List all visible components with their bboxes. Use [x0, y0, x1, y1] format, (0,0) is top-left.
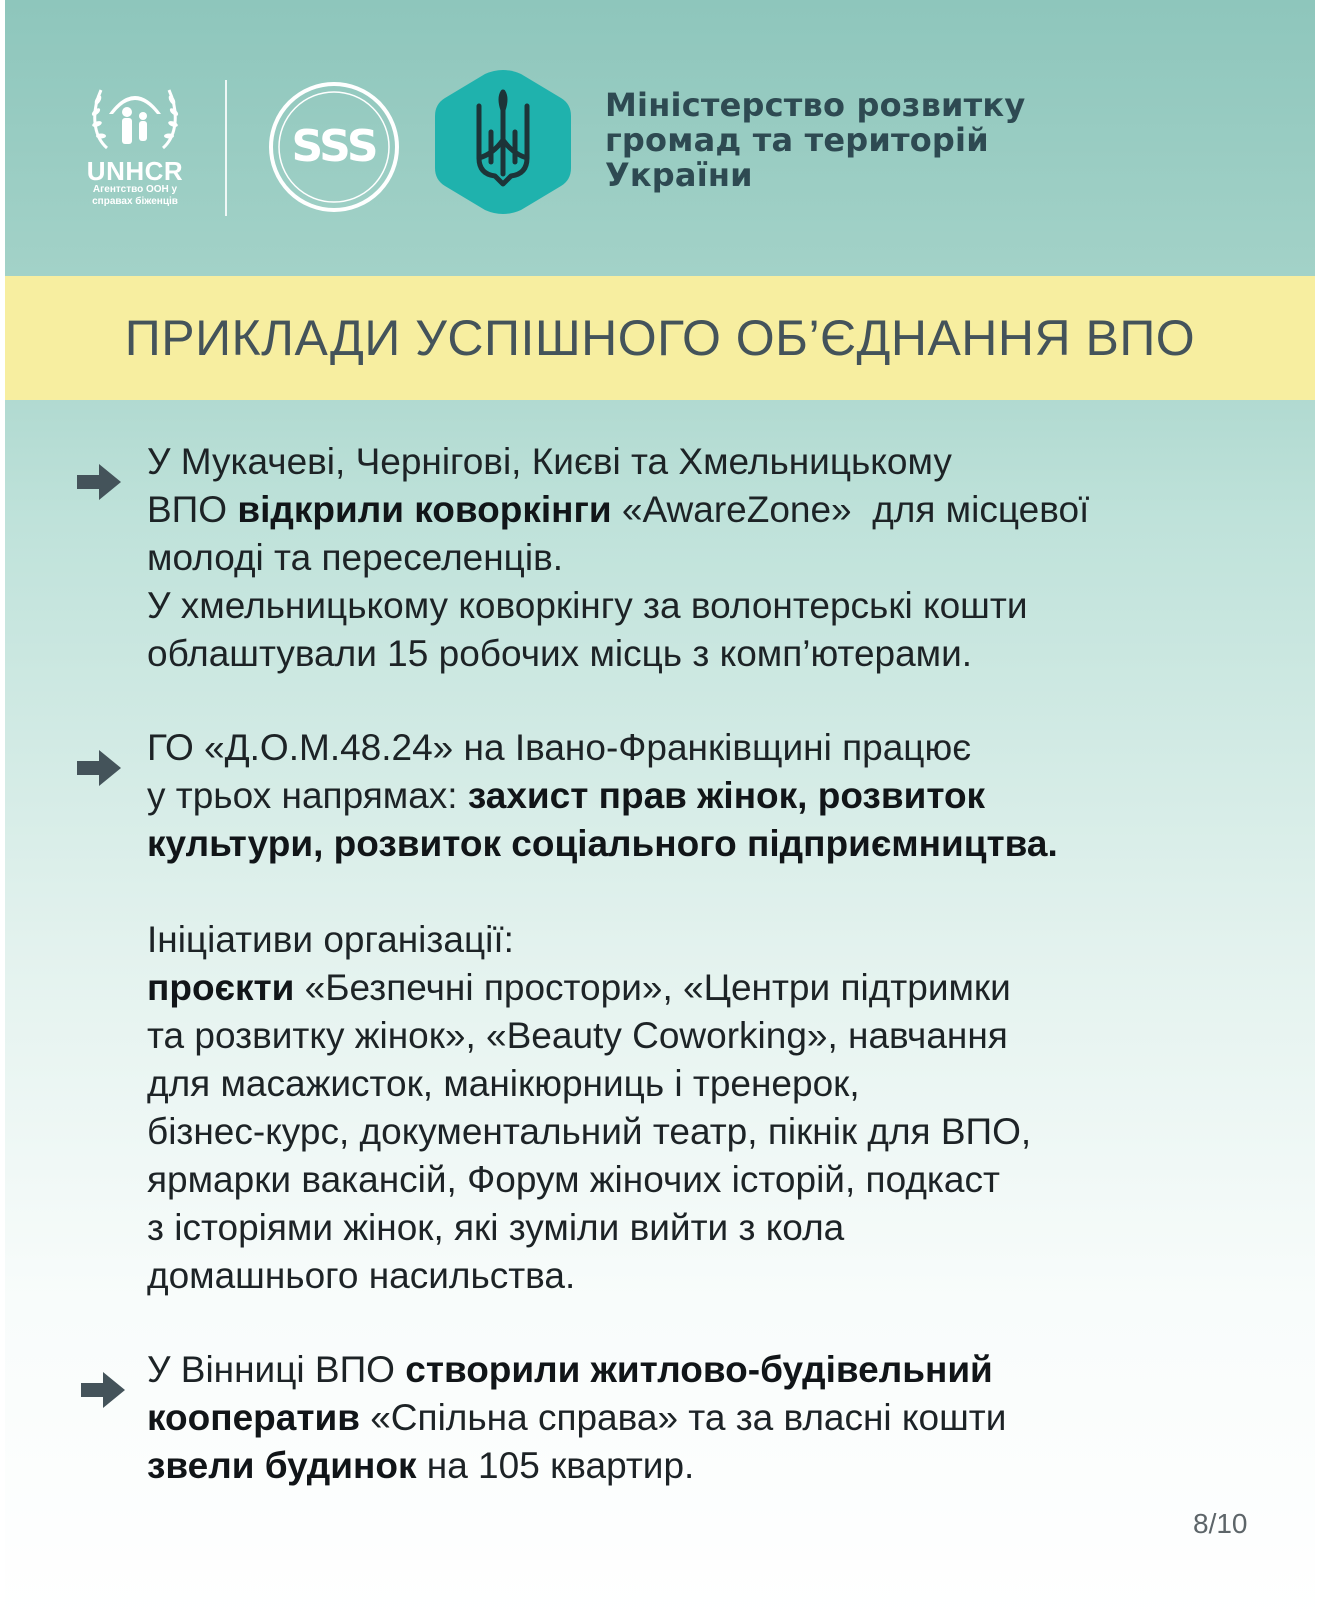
page-title: ПРИКЛАДИ УСПІШНОГО ОБ’ЄДНАННЯ ВПО	[124, 310, 1196, 366]
text-segment: з історіями жінок, які зуміли вийти з кола	[147, 1207, 845, 1248]
item-dom-48-24	[147, 724, 1257, 868]
text-line	[147, 1012, 1257, 1060]
arrow-right-icon	[77, 1368, 129, 1412]
text-line	[147, 1204, 1257, 1252]
text-line	[147, 1252, 1257, 1300]
text-line	[147, 582, 1257, 630]
text-line	[147, 724, 1257, 772]
text-line	[147, 1108, 1257, 1156]
ministry-name: Міністерство розвитку громад та територій України	[605, 86, 1026, 194]
unhcr-logo	[75, 78, 195, 218]
page-number: 8/10	[1193, 1508, 1248, 1539]
text-line	[147, 820, 1257, 868]
text-segment: та розвитку жінок», «Beauty Coworking», навчання	[147, 1015, 1008, 1056]
text-segment: Ініціативи організації:	[147, 919, 514, 960]
unhcr-subtitle-line1: Агентство ООН у	[92, 184, 178, 195]
bold-text-segment: кооператив	[147, 1397, 360, 1438]
text-segment: У хмельницькому коворкінгу за волонтерські кошти	[147, 585, 1028, 626]
item-vinnytsia	[147, 1346, 1257, 1490]
text-segment: ярмарки вакансій, Форум жіночих історій, подкаст	[147, 1159, 1000, 1200]
unhcr-name: UNHCR	[86, 156, 184, 186]
text-segment: для масажисток, манікюрниць і тренерок,	[147, 1063, 860, 1104]
text-line	[147, 1346, 1257, 1394]
text-segment: на 105 квартир.	[416, 1445, 695, 1486]
text-line	[147, 1442, 1257, 1490]
bold-text-segment: звели будинок	[147, 1445, 417, 1486]
sss-logo-text: SSS	[291, 121, 377, 172]
text-segment: домашнього насильства.	[147, 1255, 576, 1296]
unhcr-subtitle-line2: справах біженців	[92, 196, 178, 207]
text-segment: молоді та переселенців.	[147, 537, 564, 578]
slide	[5, 0, 1315, 1624]
text-segment: ВПО	[147, 489, 238, 530]
ministry-logo	[433, 70, 573, 214]
text-line	[147, 964, 1257, 1012]
text-segment: У Вінниці ВПО	[147, 1349, 406, 1390]
arrow-right-icon	[73, 746, 125, 790]
text-segment: бізнес-курс, документальний театр, пікнік для ВПО,	[147, 1111, 1032, 1152]
text-line	[147, 486, 1257, 534]
text-segment: «AwareZone» для місцевої	[611, 489, 1090, 530]
text-segment: «Безпечні простори», «Центри підтримки	[294, 967, 1011, 1008]
trident-icon	[433, 70, 573, 214]
text-line	[147, 438, 1257, 486]
sss-logo	[267, 80, 401, 214]
bold-text-segment: культури, розвиток соціального підприємництва.	[147, 823, 1058, 864]
bold-text-segment: захист прав жінок, розвиток	[467, 775, 986, 816]
title-band	[5, 276, 1315, 400]
text-line	[147, 630, 1257, 678]
text-line	[147, 772, 1257, 820]
text-line	[147, 1394, 1257, 1442]
arrow-right-icon	[73, 460, 125, 504]
bold-text-segment: відкрили коворкінги	[237, 489, 612, 530]
item-coworkings	[147, 438, 1257, 678]
bold-text-segment: проєкти	[147, 967, 295, 1008]
text-line	[147, 1156, 1257, 1204]
bold-text-segment: створили житлово-будівельний	[405, 1349, 993, 1390]
logo-divider	[225, 80, 227, 216]
text-line	[147, 1060, 1257, 1108]
text-segment: у трьох напрямах:	[147, 775, 468, 816]
text-segment: ГО «Д.О.М.48.24» на Івано-Франківщині працює	[147, 727, 972, 768]
text-segment: облаштували 15 робочих місць з комп’ютерами.	[147, 633, 973, 674]
unhcr-emblem-icon	[87, 78, 183, 156]
text-line	[147, 916, 1257, 964]
text-line	[147, 534, 1257, 582]
text-segment: У Мукачеві, Чернігові, Києві та Хмельницькому	[147, 441, 952, 482]
item-initiatives	[147, 916, 1257, 1300]
header	[5, 0, 1315, 276]
text-segment: «Спільна справа» та за власні кошти	[359, 1397, 1007, 1438]
